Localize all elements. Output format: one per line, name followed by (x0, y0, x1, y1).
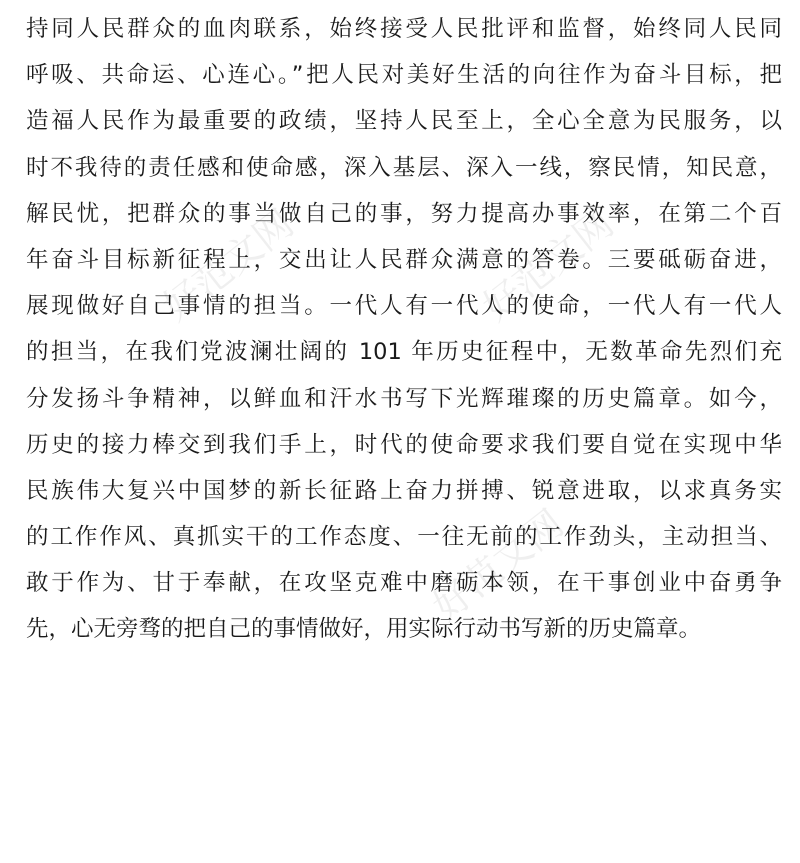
watermark-text: 好范文网 (154, 201, 302, 330)
text-line: 民族伟大复兴中国梦的新长征路上奋力拼搏、锐意进取，以求真务实 (26, 477, 782, 504)
text-line: 解民忧，把群众的事当做自己的事，努力提高办事效率，在第二个百 (26, 200, 782, 227)
text-line: 持同人民群众的血肉联系，始终接受人民批评和监督，始终同人民同 (26, 16, 782, 42)
text-line: 敢于作为、甘于奉献，在攻坚克难中磨砺本领，在干事创业中奋勇争 (26, 570, 782, 597)
watermark-text: 好范文网 (424, 501, 572, 630)
document-body (26, 6, 782, 653)
text-line: 先，心无旁骛的把自己的事情做好，用实际行动书写新的历史篇章。 (26, 616, 702, 643)
text-line: 的担当，在我们党波澜壮阔的 101 年历史征程中，无数革命先烈们充 (26, 339, 782, 366)
text-line: 造福人民作为最重要的政绩，坚持人民至上，全心全意为民服务，以 (26, 108, 782, 135)
text-line: 年奋斗目标新征程上，交出让人民群众满意的答卷。三要砥砺奋进， (26, 246, 782, 273)
text-line: 呼吸、共命运、心连心。”把人民对美好生活的向往作为奋斗目标，把 (26, 62, 782, 89)
text-line: 分发扬斗争精神，以鲜血和汗水书写下光辉璀璨的历史篇章。如今， (26, 385, 782, 412)
text-line: 时不我待的责任感和使命感，深入基层、深入一线，察民情，知民意， (26, 154, 782, 181)
watermark-text: 好范文网 (474, 201, 622, 330)
text-line: 的工作作风、真抓实干的工作态度、一往无前的工作劲头，主动担当、 (26, 524, 782, 551)
text-line: 历史的接力棒交到我们手上，时代的使命要求我们要自觉在实现中华 (26, 431, 782, 458)
text-line: 展现做好自己事情的担当。一代人有一代人的使命，一代人有一代人 (26, 293, 782, 320)
